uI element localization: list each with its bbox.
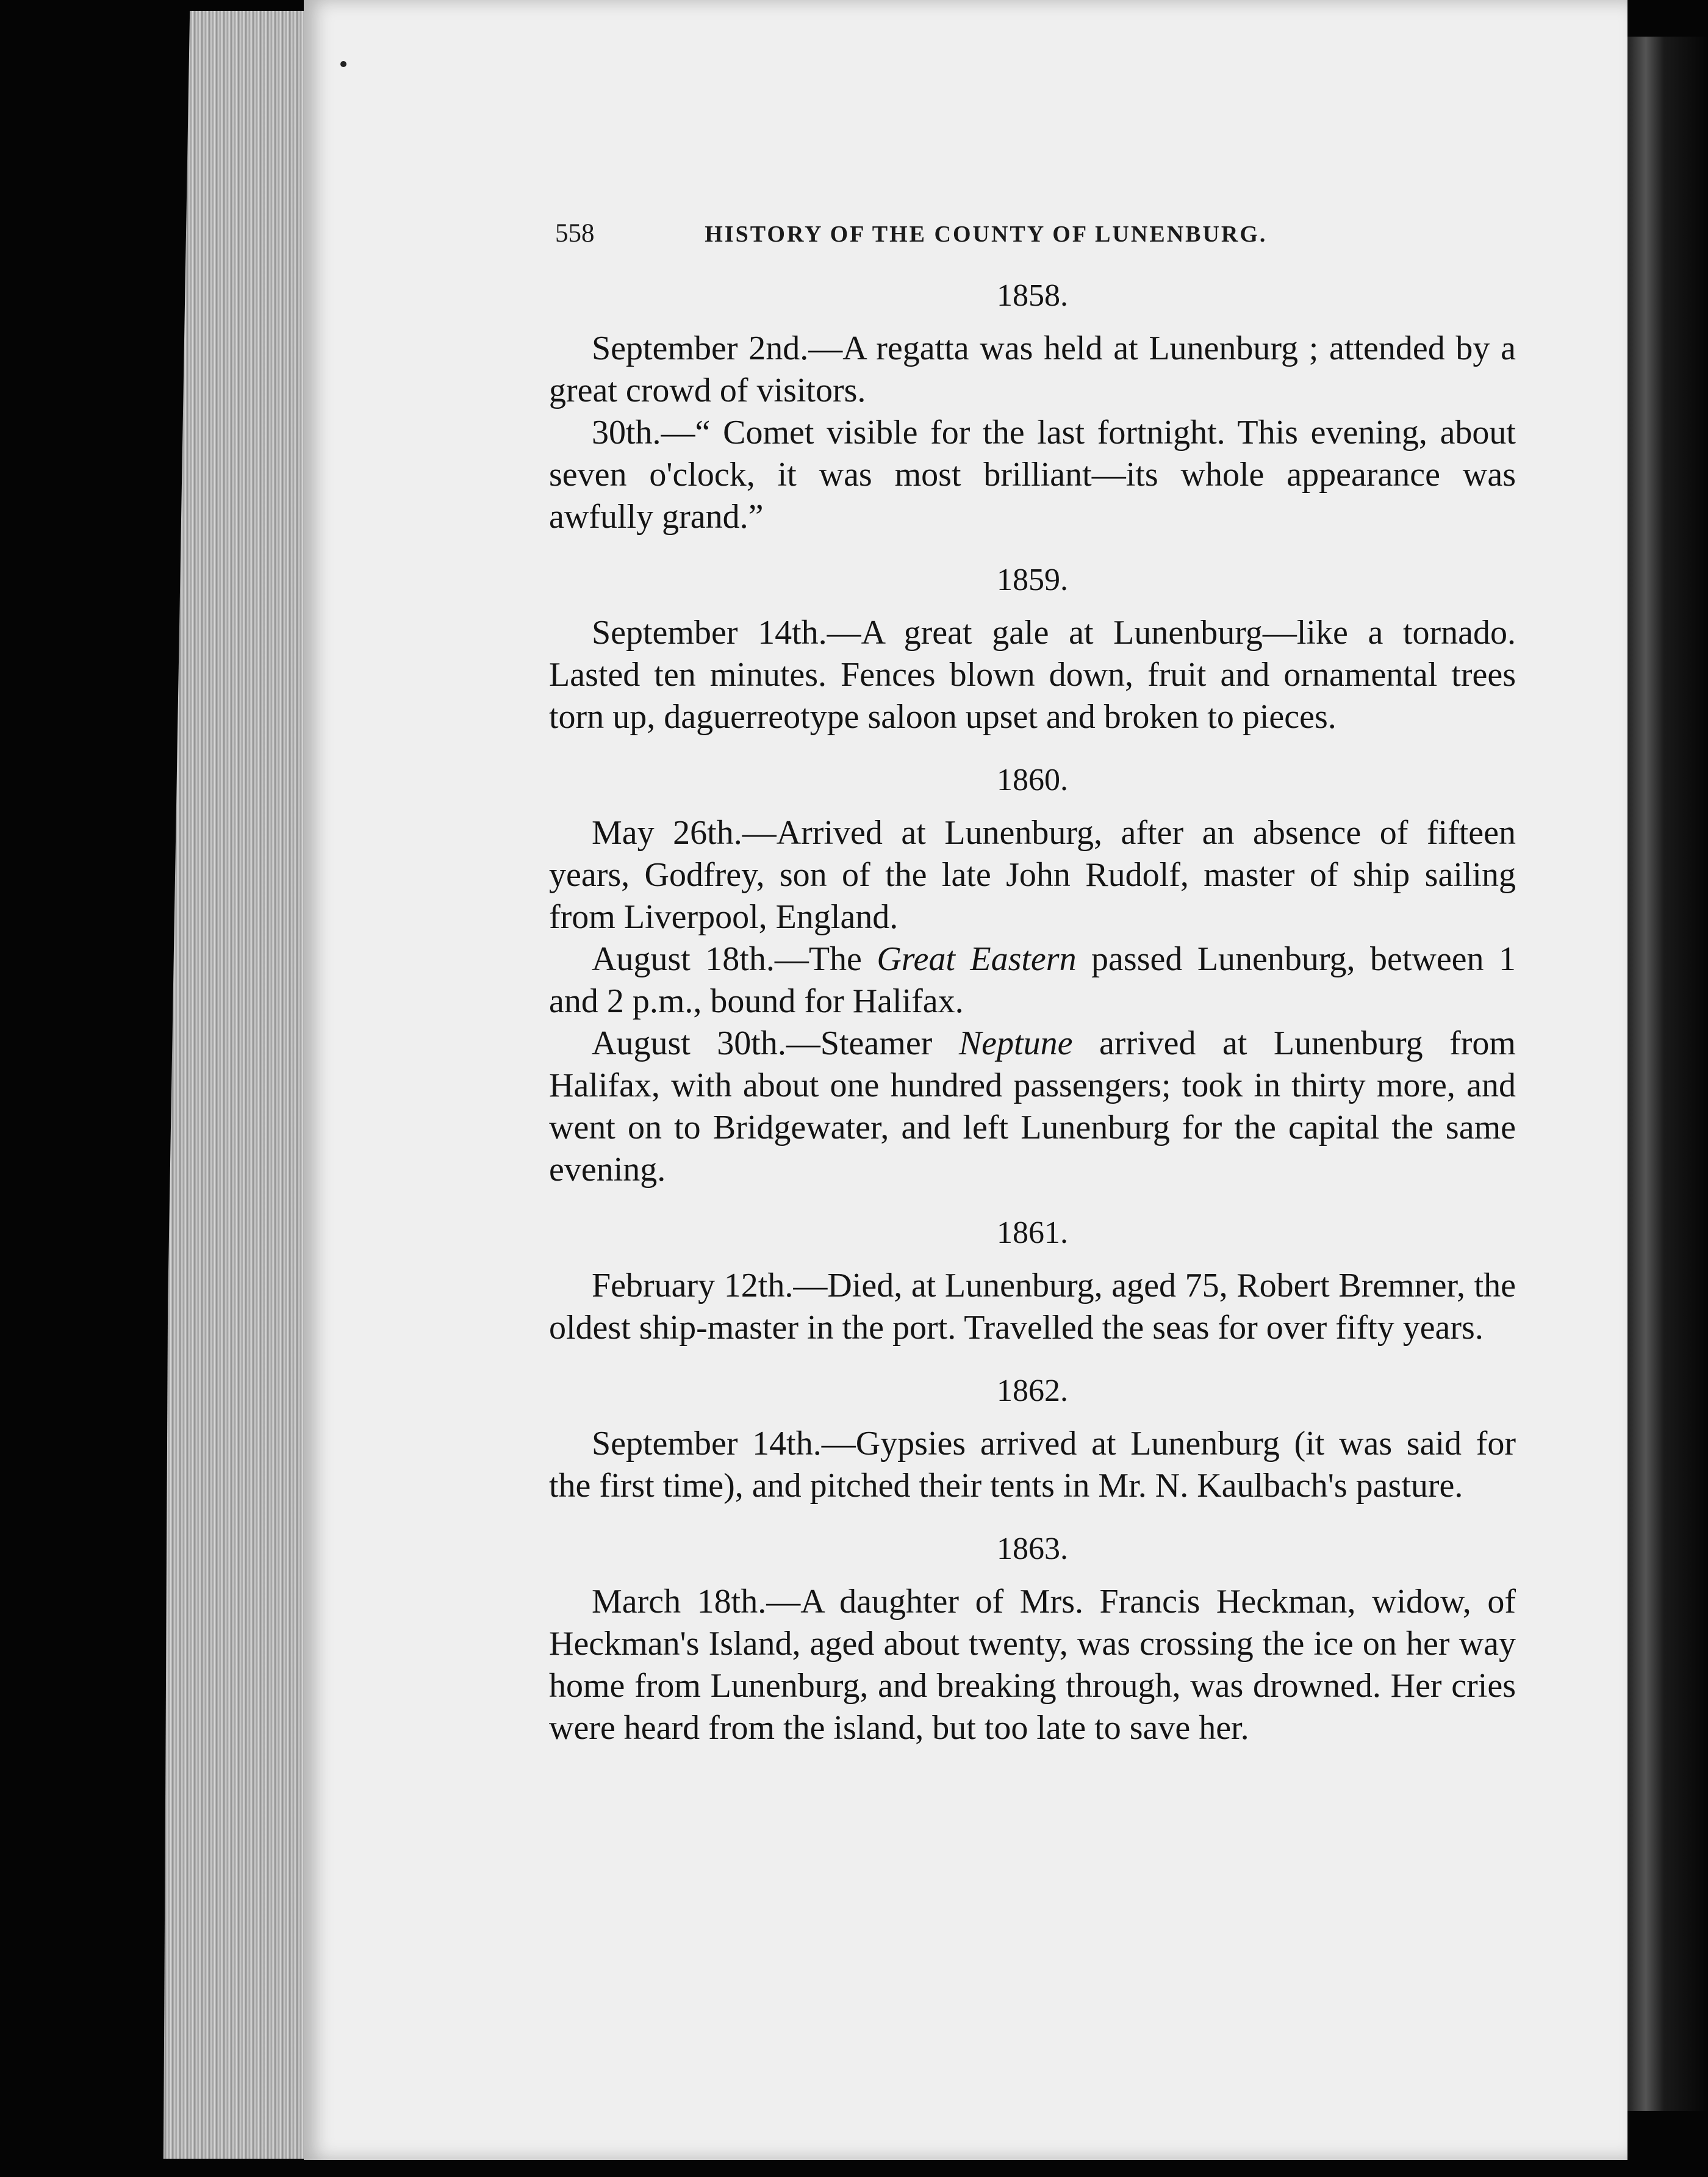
entry-paragraph: September 14th.—A great gale at Lunenburg—like a tornado. Lasted ten minutes. Fences blown down, fruit and ornamental trees torn up, daguerreotype saloon upset and broken to pieces. <box>549 614 1516 736</box>
year-section-1859 <box>549 559 1516 738</box>
entry-paragraph: September 2nd.—A regatta was held at Lunenburg ; attended by a great crowd of visitors. <box>549 329 1516 409</box>
page-speck <box>340 61 346 67</box>
entry-text: August 18th.—The <box>592 940 877 978</box>
facing-page-edge <box>1627 37 1708 2111</box>
entry-paragraph <box>549 938 1516 1023</box>
ship-name: Neptune <box>958 1024 1073 1062</box>
entry-text: August 30th.—Steamer <box>592 1024 959 1062</box>
entry-paragraph: September 14th.—Gypsies arrived at Lunenburg (it was said for the first time), and pitched their tents in Mr. N. Kaulbach's pasture. <box>549 1425 1516 1505</box>
running-header <box>555 218 1360 248</box>
entry-paragraph: February 12th.—Died, at Lunenburg, aged 75, Robert Bremner, the oldest ship-master in the port. Travelled the seas for over fifty years. <box>549 1267 1516 1347</box>
year-heading: 1861. <box>997 1215 1068 1250</box>
year-section-1860 <box>549 759 1516 1191</box>
entry-paragraph: March 18th.—A daughter of Mrs. Francis Heckman, widow, of Heckman's Island, aged about twenty, was crossing the ice on her way home from Lunenburg, and breaking through, was drowned. Her cries were heard from the island, but too late to save her. <box>549 1583 1516 1747</box>
year-heading: 1859. <box>997 563 1068 597</box>
ship-name: Great Eastern <box>877 940 1077 978</box>
year-section-1861 <box>549 1212 1516 1349</box>
year-section-1858 <box>549 275 1516 538</box>
year-heading: 1863. <box>997 1531 1068 1566</box>
year-section-1863 <box>549 1528 1516 1749</box>
entry-paragraph: 30th.—“ Comet visible for the last fortnight. This evening, about seven o'clock, it was most brilliant—its whole appearance was awfully grand.” <box>549 414 1516 536</box>
year-heading: 1858. <box>997 278 1068 313</box>
entry-text: arrived at Lunenburg from Halifax, with about one hundred passengers; took in thirty more, and went on to Bridgewater, and left Lunenburg for the capital the same evening. <box>549 1024 1516 1189</box>
year-section-1862 <box>549 1370 1516 1507</box>
entry-text: passed Lunenburg, between 1 and 2 p.m., bound for Halifax. <box>549 940 1516 1020</box>
entry-paragraph <box>549 1023 1516 1191</box>
page-body <box>549 275 1516 1770</box>
running-title: HISTORY OF THE COUNTY OF LUNENBURG. <box>705 221 1268 247</box>
year-heading: 1860. <box>997 763 1068 797</box>
book-page-edges <box>163 11 310 2159</box>
entry-paragraph: May 26th.—Arrived at Lunenburg, after an absence of fifteen years, Godfrey, son of the late John Rudolf, master of ship sailing from Liverpool, England. <box>549 814 1516 936</box>
page-number: 558 <box>555 219 595 248</box>
year-heading: 1862. <box>997 1373 1068 1408</box>
